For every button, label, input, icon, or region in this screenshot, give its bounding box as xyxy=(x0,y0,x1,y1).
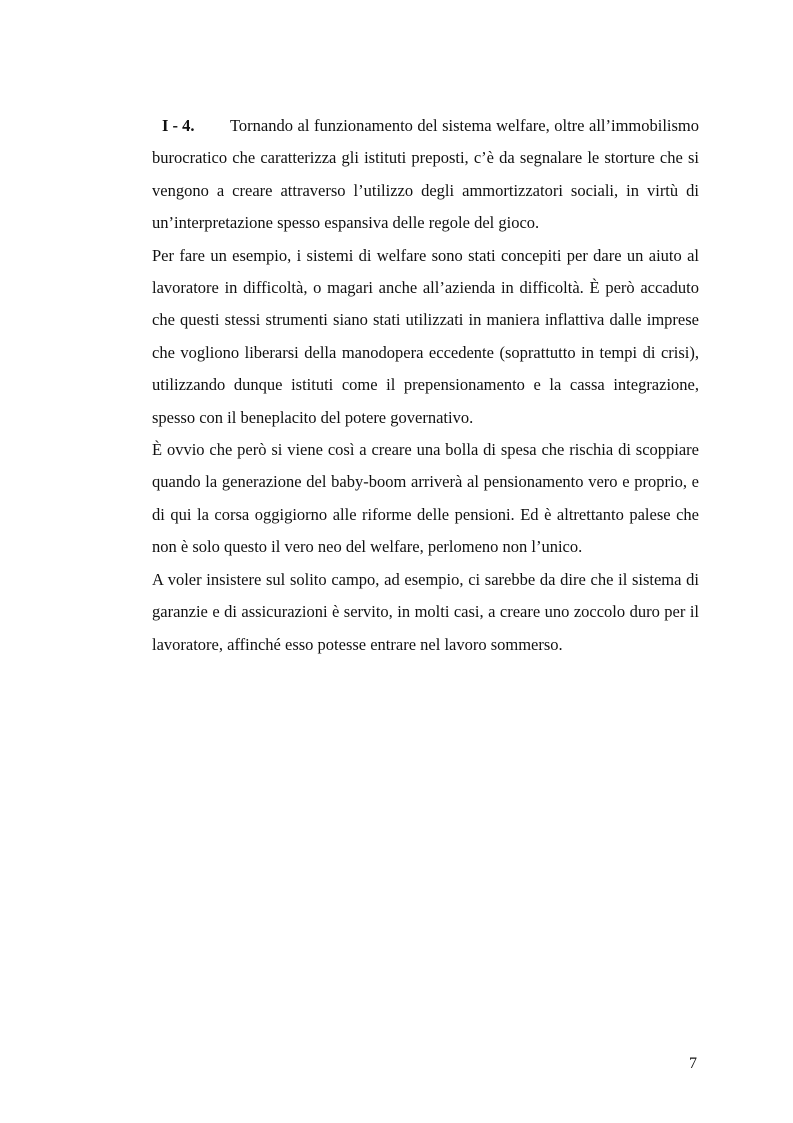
paragraph-1-text: Tornando al funzionamento del sistema welfare, oltre all’immobilismo burocratico che caratterizza gli istituti preposti, c’è da segnalare le storture che si vengono a creare attraverso l’utilizzo degli ammortizzatori sociali, in virtù di un’interpretazione spesso espansiva delle regole del gioco. xyxy=(152,116,699,233)
paragraph-2: Per fare un esempio, i sistemi di welfare sono stati concepiti per dare un aiuto al lavoratore in difficoltà, o magari anche all’azienda in difficoltà. È però accaduto che questi stessi strumenti siano stati utilizzati in maniera inflattiva dalle imprese che vogliono liberarsi della manodopera eccedente (soprattutto in tempi di crisi), utilizzando dunque istituti come il prepensionamento e la cassa integrazione, spesso con il beneplacito del potere governativo. xyxy=(152,245,699,427)
paragraph-4: A voler insistere sul solito campo, ad esempio, ci sarebbe da dire che il sistema di garanzie e di assicurazioni è servito, in molti casi, a creare uno zoccolo duro per il lavoratore, affinché esso potesse entrare nel lavoro sommerso. xyxy=(152,569,699,654)
paragraph-3: È ovvio che però si viene così a creare una bolla di spesa che rischia di scoppiare quando la generazione del baby-boom arriverà al pensionamento vero e proprio, e di qui la corsa oggigiorno alle riforme delle pensioni. Ed è altrettanto palese che non è solo questo il vero neo del welfare, perlomeno non l’unico. xyxy=(152,440,699,557)
document-body xyxy=(152,110,699,661)
paragraph-1 xyxy=(152,110,699,240)
section-number: I - 4. xyxy=(162,116,195,135)
page-number: 7 xyxy=(689,1055,697,1072)
